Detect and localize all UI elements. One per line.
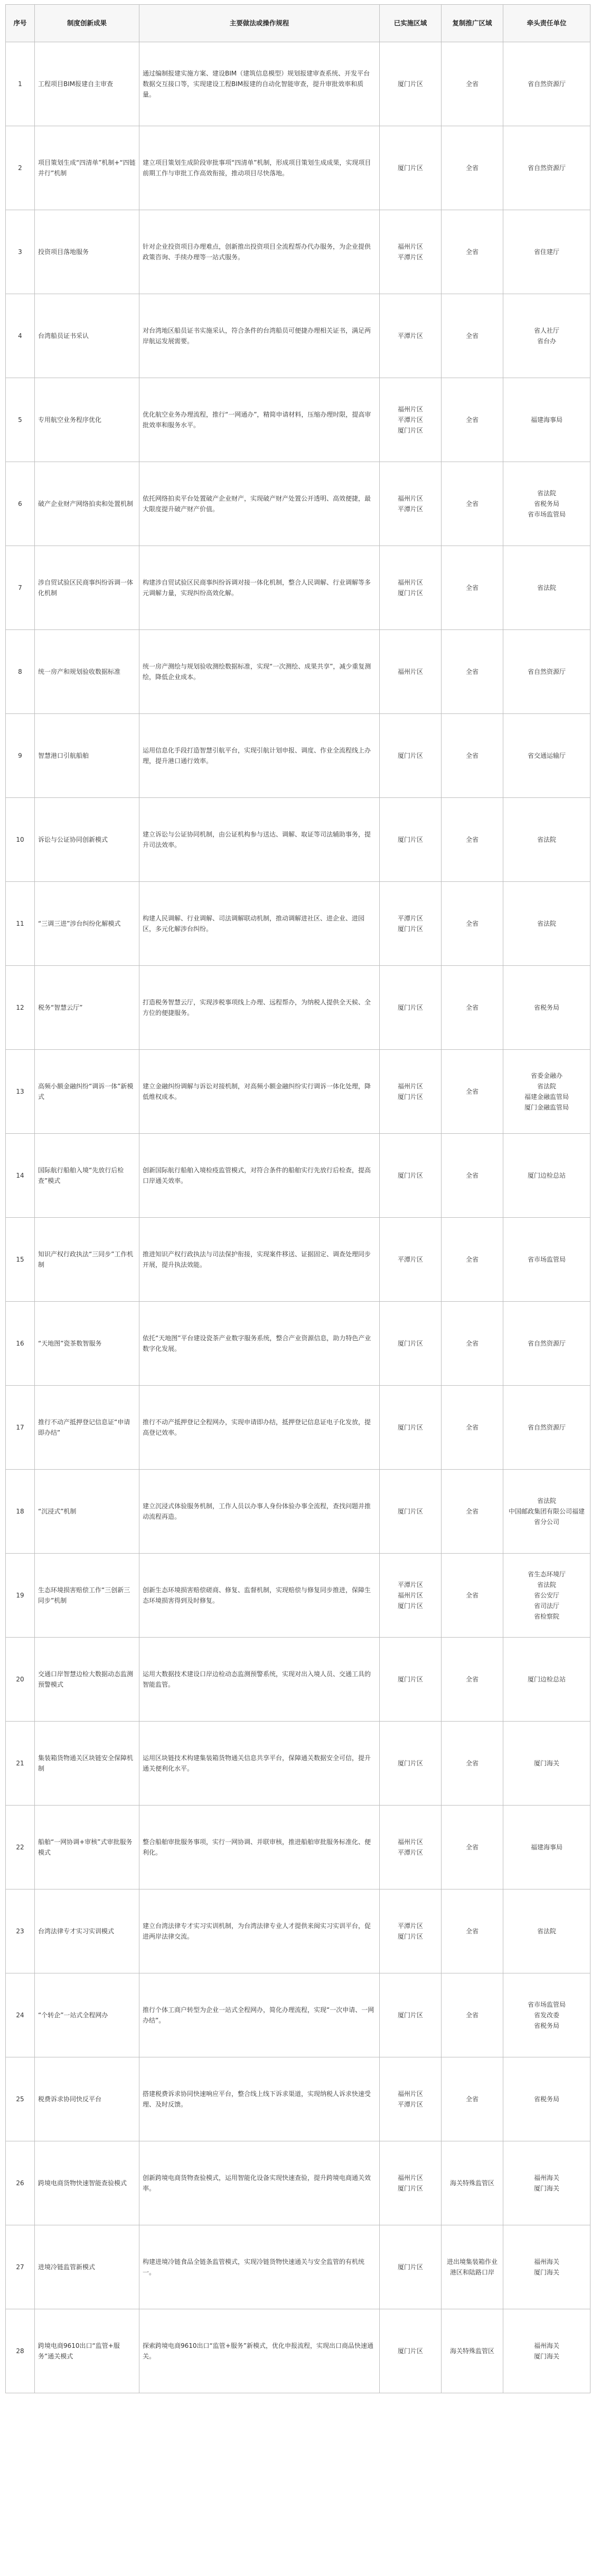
cell-no: 6: [6, 462, 35, 546]
cell-area-line: 厦门片区: [397, 925, 423, 933]
cell-area-line: 福州片区: [397, 1083, 423, 1090]
table-body: [6, 42, 590, 2393]
cell-area-line: 厦门片区: [397, 1676, 423, 1683]
cell-scope: 全省: [442, 294, 503, 378]
cell-name: 诉讼与公证协同创新模式: [35, 798, 139, 882]
cell-area-line: 厦门片区: [397, 1424, 423, 1431]
cell-unit-line: 厦门金融监管局: [524, 1104, 569, 1111]
cell-scope: 全省: [442, 882, 503, 966]
cell-unit: [503, 966, 590, 1050]
cell-desc: 对台湾地区船员证书实施采认，符合条件的台湾船员可便捷办理相关证书，满足两岸航运发展需要。: [139, 294, 380, 378]
cell-scope: 全省: [442, 798, 503, 882]
cell-name: 台湾法律专才实习实训模式: [35, 1889, 139, 1973]
cell-area: [380, 1806, 442, 1889]
cell-area: [380, 1386, 442, 1470]
cell-scope: 全省: [442, 210, 503, 294]
cell-unit: [503, 2309, 590, 2393]
cell-scope: 全省: [442, 1554, 503, 1638]
cell-unit: [503, 126, 590, 210]
table-row: [6, 126, 590, 210]
cell-area-line: 平潭片区: [397, 1849, 423, 1856]
table-row: [6, 1638, 590, 1722]
cell-unit-line: 省委金融办: [530, 1072, 562, 1079]
cell-unit-line: 省公安厅: [533, 1592, 559, 1599]
cell-unit-line: 省法院: [537, 584, 556, 591]
cell-desc: 建立台湾法律专才实习实训机制，为台湾法律专业人才提供来闽实习实训平台，促进两岸法律交流。: [139, 1889, 380, 1973]
cell-area: [380, 1554, 442, 1638]
cell-name: 知识产权行政执法“三同步”工作机制: [35, 1218, 139, 1302]
table-row: [6, 966, 590, 1050]
cell-unit-line: 省司法厅: [533, 1602, 559, 1610]
cell-desc: 针对企业投资项目办理难点，创新推出投资项目全流程帮办代办服务，为企业提供政策咨询、手续办理等一站式服务。: [139, 210, 380, 294]
cell-name: 智慧港口引航船舶: [35, 714, 139, 798]
cell-no: 3: [6, 210, 35, 294]
cell-area-line: 平潭片区: [397, 1581, 423, 1588]
cell-no: 8: [6, 630, 35, 714]
cell-name: 高频小额金融纠纷“调诉一体”新模式: [35, 1050, 139, 1134]
cell-unit-line: 省自然资源厅: [527, 164, 566, 172]
table-row: [6, 1302, 590, 1386]
cell-no: 12: [6, 966, 35, 1050]
table-row: [6, 546, 590, 630]
cell-area-line: 厦门片区: [397, 1004, 423, 1011]
cell-area-line: 福州片区: [397, 1838, 423, 1846]
cell-area: [380, 1889, 442, 1973]
cell-unit-line: 省法院: [537, 490, 556, 497]
cell-unit-line: 省自然资源厅: [527, 1340, 566, 1347]
cell-desc: 探索跨境电商9610出口“监管+服务”新模式，优化申报流程，实现出口商品快速通关。: [139, 2309, 380, 2393]
cell-area-line: 厦门片区: [397, 836, 423, 843]
cell-unit: [503, 1050, 590, 1134]
cell-name: “天地图”瓷茶数智服务: [35, 1302, 139, 1386]
cell-desc: 创新生态环境损害赔偿磋商、修复、监督机制，实现赔偿与修复同步推进，保障生态环境损害得到及时修复。: [139, 1554, 380, 1638]
table-row: [6, 714, 590, 798]
table-row: [6, 1218, 590, 1302]
cell-name: “三调三进”涉台纠纷化解模式: [35, 882, 139, 966]
cell-unit-line: 福州海关: [533, 2258, 559, 2265]
cell-unit: [503, 1722, 590, 1806]
cell-area: [380, 42, 442, 126]
table-row: [6, 882, 590, 966]
cell-scope: 全省: [442, 1889, 503, 1973]
cell-unit: [503, 1218, 590, 1302]
cell-area-line: 福州片区: [397, 2090, 423, 2098]
cell-area-line: 厦门片区: [397, 2185, 423, 2192]
table-row: [6, 630, 590, 714]
cell-area-line: 平潭片区: [397, 332, 423, 340]
cell-area-line: 平潭片区: [397, 1922, 423, 1930]
table-row: [6, 1806, 590, 1889]
cell-unit-line: 省住建厅: [533, 248, 559, 256]
cell-name: 国际航行船舶入境“先放行后检查”模式: [35, 1134, 139, 1218]
cell-desc: 创新跨境电商货物查验模式，运用智能化设备实现快速查验，提升跨境电商通关效率。: [139, 2141, 380, 2225]
cell-area-line: 厦门片区: [397, 2011, 423, 2019]
cell-desc: 构建人民调解、行业调解、司法调解联动机制，推动调解进社区、进企业、进园区，多元化解涉台纠纷。: [139, 882, 380, 966]
cell-unit: [503, 1470, 590, 1554]
cell-name: 台湾船员证书采认: [35, 294, 139, 378]
table-row: [6, 1554, 590, 1638]
cell-unit-line: 厦门海关: [533, 2353, 559, 2360]
cell-desc: 整合船舶审批服务事项，实行一网协调、并联审核，推进船舶审批服务标准化、便利化。: [139, 1806, 380, 1889]
cell-scope: 全省: [442, 714, 503, 798]
cell-name: 税务“智慧云厅”: [35, 966, 139, 1050]
cell-name: 交通口岸智慧边检大数据动态监测预警模式: [35, 1638, 139, 1722]
cell-unit: [503, 714, 590, 798]
cell-area-line: 平潭片区: [397, 253, 423, 261]
cell-unit: [503, 378, 590, 462]
cell-area: [380, 882, 442, 966]
table-row: [6, 1722, 590, 1806]
cell-unit-line: 省税务局: [533, 2022, 559, 2029]
cell-unit-line: 厦门海关: [533, 2269, 559, 2276]
cell-unit: [503, 2141, 590, 2225]
cell-area-line: 厦门片区: [397, 1602, 423, 1610]
cell-scope: 全省: [442, 378, 503, 462]
cell-no: 1: [6, 42, 35, 126]
cell-no: 23: [6, 1889, 35, 1973]
cell-desc: 通过编制报建实施方案、建设BIM（建筑信息模型）规划报建审查系统、开发平台数据交互接口等，实现建设工程BIM报建的自动化智能审查，提升审批效率和质量。: [139, 42, 380, 126]
cell-area: [380, 1722, 442, 1806]
cell-desc: 统一房产测绘与规划验收测绘数据标准，实现“一次测绘、成果共享”，减少重复测绘，降低企业成本。: [139, 630, 380, 714]
cell-unit-line: 省发改委: [533, 2011, 559, 2019]
cell-area-line: 厦门片区: [397, 2263, 423, 2271]
cell-area: [380, 462, 442, 546]
cell-area: [380, 1134, 442, 1218]
cell-no: 20: [6, 1638, 35, 1722]
cell-name: 跨境电商9610出口“监管+服务”通关模式: [35, 2309, 139, 2393]
cell-area-line: 厦门片区: [397, 1340, 423, 1347]
cell-area: [380, 1638, 442, 1722]
cell-no: 26: [6, 2141, 35, 2225]
cell-no: 10: [6, 798, 35, 882]
cell-no: 27: [6, 2225, 35, 2309]
cell-name: “个转企”一站式全程网办: [35, 1973, 139, 2057]
cell-area-line: 福州片区: [397, 2174, 423, 2182]
table-row: [6, 1386, 590, 1470]
cell-no: 21: [6, 1722, 35, 1806]
table-row: [6, 378, 590, 462]
table-row: [6, 2225, 590, 2309]
cell-name: 船舶“一网协调+审核”式审批服务模式: [35, 1806, 139, 1889]
cell-area: [380, 1218, 442, 1302]
cell-area: [380, 714, 442, 798]
cell-area-line: 厦门片区: [397, 2347, 423, 2355]
innovation-results-table: [5, 4, 590, 2393]
cell-unit-line: 省人社厅: [533, 327, 559, 334]
header-scope: 复制推广区域: [442, 5, 503, 42]
table-row: [6, 1134, 590, 1218]
cell-desc: 建立诉讼与公证协同机制，由公证机构参与送达、调解、取证等司法辅助事务，提升司法效率。: [139, 798, 380, 882]
cell-area-line: 福州片区: [397, 243, 423, 250]
cell-name: 工程项目BIM报建自主审查: [35, 42, 139, 126]
cell-unit: [503, 1973, 590, 2057]
table-row: [6, 798, 590, 882]
table-row: [6, 1470, 590, 1554]
cell-no: 22: [6, 1806, 35, 1889]
cell-scope: 全省: [442, 1050, 503, 1134]
cell-scope: 全省: [442, 630, 503, 714]
cell-unit-line: 省市场监管局: [527, 1256, 566, 1263]
cell-unit-line: 省税务局: [533, 500, 559, 507]
cell-scope: 海关特殊监管区: [442, 2309, 503, 2393]
cell-unit: [503, 546, 590, 630]
cell-no: 11: [6, 882, 35, 966]
table-row: [6, 210, 590, 294]
header-no: 序号: [6, 5, 35, 42]
cell-name: 项目策划生成“四清单”机制+“四链并行”机制: [35, 126, 139, 210]
cell-scope: 海关特殊监管区: [442, 2141, 503, 2225]
cell-unit: [503, 210, 590, 294]
header-name: 制度创新成果: [35, 5, 139, 42]
cell-desc: 推行不动产抵押登记全程网办，实现申请即办结，抵押登记信息证电子化发放，提高登记效率。: [139, 1386, 380, 1470]
table-row: [6, 2141, 590, 2225]
cell-scope: 全省: [442, 1386, 503, 1470]
cell-area: [380, 294, 442, 378]
cell-area-line: 平潭片区: [397, 915, 423, 922]
cell-unit-line: 省法院: [537, 1928, 556, 1935]
cell-area: [380, 210, 442, 294]
cell-name: 破产企业财产网络拍卖和处置机制: [35, 462, 139, 546]
cell-scope: 全省: [442, 1722, 503, 1806]
cell-unit: [503, 1554, 590, 1638]
cell-desc: 推进知识产权行政执法与司法保护衔接，实现案件移送、证据固定、调查处理同步开展，提升执法效能。: [139, 1218, 380, 1302]
cell-scope: 全省: [442, 1806, 503, 1889]
cell-desc: 构建涉自贸试验区民商事纠纷诉调对接一体化机制，整合人民调解、行业调解等多元调解力量，实现纠纷高效化解。: [139, 546, 380, 630]
cell-desc: 运用信息化手段打造智慧引航平台，实现引航计划申报、调度、作业全流程线上办理，提升港口通行效率。: [139, 714, 380, 798]
cell-name: 跨境电商货物快速智能查验模式: [35, 2141, 139, 2225]
cell-scope: 全省: [442, 966, 503, 1050]
cell-area-line: 厦门片区: [397, 80, 423, 88]
cell-desc: 运用大数据技术建设口岸边检动态监测预警系统，实现对出入境人员、交通工具的智能监管。: [139, 1638, 380, 1722]
cell-desc: 建立沉浸式体验服务机制，工作人员以办事人身份体验办事全流程，查找问题并推动流程再造。: [139, 1470, 380, 1554]
cell-unit: [503, 1638, 590, 1722]
cell-unit: [503, 1134, 590, 1218]
cell-unit: [503, 2057, 590, 2141]
cell-desc: 依托网络拍卖平台处置破产企业财产，实现破产财产处置公开透明、高效便捷，最大限度提升破产财产价值。: [139, 462, 380, 546]
cell-desc: 搭建税费诉求协同快速响应平台，整合线上线下诉求渠道，实现纳税人诉求快速受理、及时反馈。: [139, 2057, 380, 2141]
cell-name: “沉浸式”机制: [35, 1470, 139, 1554]
cell-name: 进境冷链监管新模式: [35, 2225, 139, 2309]
cell-unit: [503, 882, 590, 966]
table-row: [6, 2057, 590, 2141]
cell-unit-line: 厦门边检总站: [527, 1676, 566, 1683]
cell-scope: 全省: [442, 1470, 503, 1554]
cell-no: 24: [6, 1973, 35, 2057]
cell-area-line: 厦门片区: [397, 752, 423, 759]
cell-unit-line: 省税务局: [533, 1004, 559, 1011]
cell-no: 28: [6, 2309, 35, 2393]
cell-name: 统一房产和规划验收数据标准: [35, 630, 139, 714]
cell-unit: [503, 1386, 590, 1470]
cell-area-line: 福州片区: [397, 1592, 423, 1599]
cell-area: [380, 1973, 442, 2057]
cell-name: 投资项目落地服务: [35, 210, 139, 294]
cell-unit-line: 厦门海关: [533, 1760, 559, 1767]
cell-name: 税费诉求协同快反平台: [35, 2057, 139, 2141]
cell-unit: [503, 1889, 590, 1973]
cell-area: [380, 2225, 442, 2309]
cell-unit-line: 厦门海关: [533, 2185, 559, 2192]
cell-area-line: 福州片区: [397, 579, 423, 586]
cell-area-line: 厦门片区: [397, 164, 423, 172]
cell-unit-line: 福州海关: [533, 2174, 559, 2182]
cell-area: [380, 546, 442, 630]
cell-area-line: 福州片区: [397, 668, 423, 675]
cell-no: 14: [6, 1134, 35, 1218]
cell-desc: 优化航空业务办理流程，推行“一网通办”，精简申请材料，压缩办理时限，提高审批效率和服务水平。: [139, 378, 380, 462]
cell-unit: [503, 798, 590, 882]
cell-no: 16: [6, 1302, 35, 1386]
cell-unit-line: 省生态环境厅: [527, 1571, 566, 1578]
cell-area: [380, 378, 442, 462]
cell-unit: [503, 462, 590, 546]
cell-scope: 全省: [442, 1638, 503, 1722]
cell-area-line: 平潭片区: [397, 2101, 423, 2108]
cell-no: 25: [6, 2057, 35, 2141]
cell-unit: [503, 1302, 590, 1386]
cell-area-line: 福州片区: [397, 406, 423, 413]
cell-unit: [503, 630, 590, 714]
cell-desc: 推行个体工商户转型为企业一站式全程网办，简化办理流程，实现“一次申请、一网办结”。: [139, 1973, 380, 2057]
cell-area: [380, 2141, 442, 2225]
cell-area-line: 厦门片区: [397, 427, 423, 434]
table-row: [6, 462, 590, 546]
cell-name: 推行不动产抵押登记信息证“申请即办结”: [35, 1386, 139, 1470]
cell-area-line: 平潭片区: [397, 505, 423, 513]
cell-area: [380, 630, 442, 714]
cell-no: 5: [6, 378, 35, 462]
cell-unit-line: 省交通运输厅: [527, 752, 566, 759]
cell-unit-line: 福建金融监管局: [524, 1093, 569, 1101]
cell-unit-line: 省自然资源厅: [527, 668, 566, 675]
cell-desc: 建立项目策划生成阶段审批事项“四清单”机制，形成项目策划生成成果，实现项目前期工作与审批工作高效衔接，推动项目尽快落地。: [139, 126, 380, 210]
cell-area-line: 厦门片区: [397, 589, 423, 597]
cell-area: [380, 1302, 442, 1386]
cell-desc: 构建进境冷链食品全链条监管模式，实现冷链货物快速通关与安全监管的有机统一。: [139, 2225, 380, 2309]
cell-unit-line: 省检察院: [533, 1613, 559, 1620]
cell-no: 19: [6, 1554, 35, 1638]
cell-area-line: 厦门片区: [397, 1933, 423, 1940]
cell-desc: 依托“天地图”平台建设瓷茶产业数字服务系统，整合产业资源信息，助力特色产业数字化发展。: [139, 1302, 380, 1386]
cell-desc: 创新国际航行船舶入境检疫监管模式，对符合条件的船舶实行先放行后检查，提高口岸通关效率。: [139, 1134, 380, 1218]
cell-unit-line: 中国邮政集团有限公司福建省分公司: [508, 1508, 585, 1526]
cell-unit: [503, 2225, 590, 2309]
cell-unit-line: 省自然资源厅: [527, 1424, 566, 1431]
cell-unit-line: 厦门边检总站: [527, 1172, 566, 1179]
cell-unit-line: 省市场监管局: [527, 511, 566, 518]
cell-desc: 运用区块链技术构建集装箱货物通关信息共享平台，保障通关数据安全可信，提升通关便利化水平。: [139, 1722, 380, 1806]
cell-unit-line: 省台办: [537, 337, 556, 345]
table-row: [6, 2309, 590, 2393]
cell-no: 13: [6, 1050, 35, 1134]
cell-scope: 全省: [442, 2057, 503, 2141]
cell-area: [380, 798, 442, 882]
header-desc: 主要做法或操作规程: [139, 5, 380, 42]
cell-unit-line: 省自然资源厅: [527, 80, 566, 88]
table-row: [6, 1973, 590, 2057]
cell-no: 17: [6, 1386, 35, 1470]
table-row: [6, 1889, 590, 1973]
table-header-row: [6, 5, 590, 42]
cell-area-line: 平潭片区: [397, 416, 423, 424]
cell-scope: 全省: [442, 1302, 503, 1386]
cell-area-line: 福州片区: [397, 495, 423, 502]
cell-scope: 全省: [442, 1973, 503, 2057]
cell-no: 7: [6, 546, 35, 630]
cell-name: 专用航空业务程序优化: [35, 378, 139, 462]
cell-unit: [503, 42, 590, 126]
cell-desc: 打造税务智慧云厅，实现涉税事项线上办理、远程帮办，为纳税人提供全天候、全方位的便捷服务。: [139, 966, 380, 1050]
cell-area: [380, 126, 442, 210]
table-row: [6, 42, 590, 126]
cell-unit-line: 福州海关: [533, 2342, 559, 2349]
cell-area: [380, 966, 442, 1050]
cell-desc: 建立金融纠纷调解与诉讼对接机制，对高频小额金融纠纷实行调诉一体化处理，降低维权成本。: [139, 1050, 380, 1134]
cell-unit-line: 福建海事局: [530, 1844, 562, 1851]
cell-name: 生态环境损害赔偿工作“三创新三同步”机制: [35, 1554, 139, 1638]
cell-area-line: 厦门片区: [397, 1172, 423, 1179]
cell-unit: [503, 294, 590, 378]
cell-scope: 全省: [442, 42, 503, 126]
cell-area: [380, 2057, 442, 2141]
header-area: 已实施区域: [380, 5, 442, 42]
cell-scope: 进出境集装箱作业港区和陆路口岸: [442, 2225, 503, 2309]
header-unit: 牵头责任单位: [503, 5, 590, 42]
cell-scope: 全省: [442, 546, 503, 630]
cell-unit-line: 省法院: [537, 920, 556, 927]
cell-unit-line: 省法院: [537, 1497, 556, 1505]
cell-no: 4: [6, 294, 35, 378]
cell-unit-line: 省税务局: [533, 2095, 559, 2103]
cell-unit-line: 福建海事局: [530, 416, 562, 424]
cell-area: [380, 2309, 442, 2393]
cell-scope: 全省: [442, 126, 503, 210]
cell-name: 集装箱货物通关区块链安全保障机制: [35, 1722, 139, 1806]
cell-area-line: 厦门片区: [397, 1760, 423, 1767]
cell-area: [380, 1470, 442, 1554]
cell-area-line: 厦门片区: [397, 1093, 423, 1101]
cell-no: 18: [6, 1470, 35, 1554]
cell-unit-line: 省法院: [537, 836, 556, 843]
cell-unit-line: 省市场监管局: [527, 2001, 566, 2008]
table-row: [6, 294, 590, 378]
cell-no: 9: [6, 714, 35, 798]
cell-area-line: 厦门片区: [397, 1508, 423, 1515]
cell-scope: 全省: [442, 1134, 503, 1218]
cell-area: [380, 1050, 442, 1134]
cell-unit: [503, 1806, 590, 1889]
cell-no: 2: [6, 126, 35, 210]
cell-no: 15: [6, 1218, 35, 1302]
cell-unit-line: 省法院: [537, 1581, 556, 1588]
cell-name: 涉自贸试验区民商事纠纷诉调一体化机制: [35, 546, 139, 630]
cell-unit-line: 省法院: [537, 1083, 556, 1090]
cell-scope: 全省: [442, 1218, 503, 1302]
cell-scope: 全省: [442, 462, 503, 546]
cell-area-line: 平潭片区: [397, 1256, 423, 1263]
table-row: [6, 1050, 590, 1134]
